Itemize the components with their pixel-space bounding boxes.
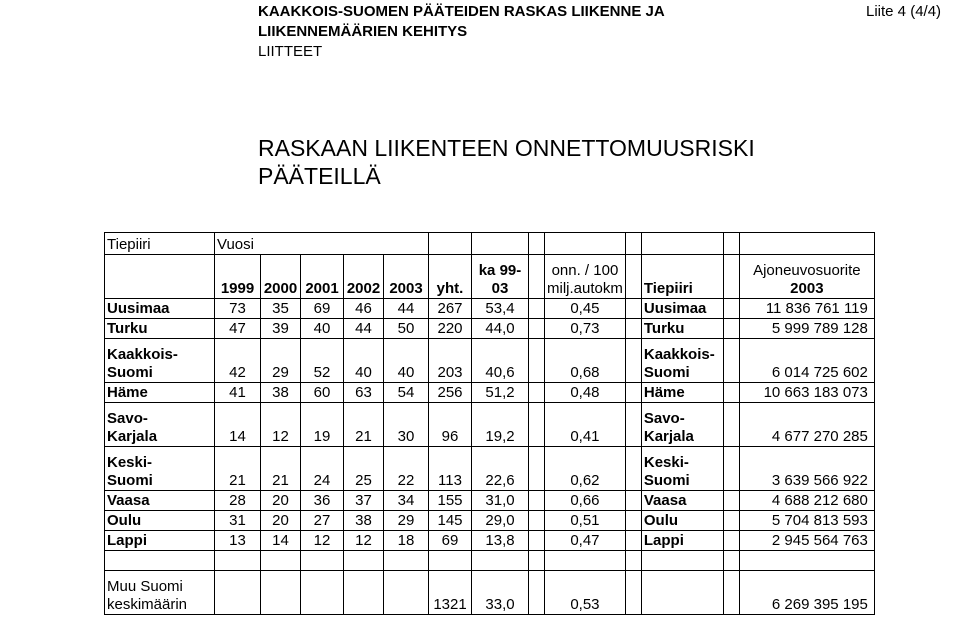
spacer-cell — [723, 511, 739, 531]
row-value: 38 — [344, 511, 384, 531]
row-value: 0,66 — [545, 491, 626, 511]
row-value: 41 — [215, 383, 261, 403]
table-row — [105, 491, 875, 511]
empty-row — [105, 551, 875, 571]
row-ajoneuvosuorite: 2 945 564 763 — [739, 531, 874, 551]
row-value: 0,47 — [545, 531, 626, 551]
table-row — [105, 319, 875, 339]
row-ajoneuvosuorite: 11 836 761 119 — [739, 299, 874, 319]
row-tiepiiri: Oulu — [105, 511, 215, 531]
row-value: 50 — [384, 319, 429, 339]
row-value: 12 — [261, 403, 301, 447]
spacer-cell — [529, 491, 545, 511]
row-value: 47 — [215, 319, 261, 339]
row-value: 96 — [429, 403, 472, 447]
row-value: 0,68 — [545, 339, 626, 383]
spacer-cell — [625, 383, 641, 403]
spacer-cell — [723, 447, 739, 491]
row-value: 53,4 — [472, 299, 529, 319]
header-onn: onn. / 100 milj.autokm — [545, 255, 626, 299]
spacer-cell — [529, 511, 545, 531]
header-line-3: LIITTEET — [258, 43, 323, 60]
appendix-label: Liite 4 (4/4) — [866, 3, 942, 20]
spacer-cell — [625, 299, 641, 319]
row-value: 113 — [429, 447, 472, 491]
spacer-cell — [723, 383, 739, 403]
row-value: 30 — [384, 403, 429, 447]
header-row-1 — [105, 233, 875, 255]
row-value: 44,0 — [472, 319, 529, 339]
row-tiepiiri-2: Häme — [641, 383, 723, 403]
row-value: 22,6 — [472, 447, 529, 491]
row-tiepiiri-2: Kaakkois- Suomi — [641, 339, 723, 383]
row-value: 19,2 — [472, 403, 529, 447]
document-header — [258, 2, 665, 62]
spacer-cell — [625, 447, 641, 491]
header-year: 1999 — [215, 255, 261, 299]
row-value: 13,8 — [472, 531, 529, 551]
header-year: 2002 — [344, 255, 384, 299]
header-vuosi: Vuosi — [215, 233, 429, 255]
row-tiepiiri: Häme — [105, 383, 215, 403]
row-ajoneuvosuorite: 4 677 270 285 — [739, 403, 874, 447]
row-value: 60 — [301, 383, 344, 403]
header-line-2: LIIKENNEMÄÄRIEN KEHITYS — [258, 23, 468, 40]
row-ajoneuvosuorite: 6 014 725 602 — [739, 339, 874, 383]
title-line-1: RASKAAN LIIKENTEEN ONNETTOMUUSRISKI — [258, 135, 755, 161]
spacer-cell — [529, 339, 545, 383]
row-value: 39 — [261, 319, 301, 339]
header-row-2 — [105, 255, 875, 299]
table-row — [105, 403, 875, 447]
row-value: 220 — [429, 319, 472, 339]
spacer-cell — [625, 511, 641, 531]
row-value: 25 — [344, 447, 384, 491]
row-value: 20 — [261, 511, 301, 531]
header-yht: yht. — [429, 255, 472, 299]
row-value: 20 — [261, 491, 301, 511]
table-row — [105, 531, 875, 551]
header-tiepiiri: Tiepiiri — [105, 233, 215, 255]
spacer-cell — [723, 339, 739, 383]
spacer-cell — [529, 319, 545, 339]
row-value: 54 — [384, 383, 429, 403]
row-value: 29 — [261, 339, 301, 383]
row-value: 267 — [429, 299, 472, 319]
row-value: 0,53 — [545, 571, 626, 615]
row-tiepiiri-2: Keski- Suomi — [641, 447, 723, 491]
row-ajoneuvosuorite: 6 269 395 195 — [739, 571, 874, 615]
row-value: 27 — [301, 511, 344, 531]
row-value: 22 — [384, 447, 429, 491]
row-value: 18 — [384, 531, 429, 551]
row-value: 44 — [344, 319, 384, 339]
spacer-cell — [529, 531, 545, 551]
row-value: 31,0 — [472, 491, 529, 511]
row-value: 40 — [301, 319, 344, 339]
spacer-cell — [529, 383, 545, 403]
row-value: 40 — [384, 339, 429, 383]
row-ajoneuvosuorite: 4 688 212 680 — [739, 491, 874, 511]
spacer-cell — [529, 403, 545, 447]
row-ajoneuvosuorite: 5 704 813 593 — [739, 511, 874, 531]
header-year: 2003 — [384, 255, 429, 299]
row-tiepiiri: Keski- Suomi — [105, 447, 215, 491]
spacer-cell — [723, 491, 739, 511]
header-ka: ka 99- 03 — [472, 255, 529, 299]
row-value: 31 — [215, 511, 261, 531]
row-tiepiiri: Savo- Karjala — [105, 403, 215, 447]
row-value: 0,48 — [545, 383, 626, 403]
table-row — [105, 299, 875, 319]
row-value: 40,6 — [472, 339, 529, 383]
row-value: 256 — [429, 383, 472, 403]
row-value: 63 — [344, 383, 384, 403]
spacer-cell — [625, 491, 641, 511]
row-value: 73 — [215, 299, 261, 319]
row-tiepiiri-2: Uusimaa — [641, 299, 723, 319]
spacer-cell — [625, 339, 641, 383]
row-value: 0,73 — [545, 319, 626, 339]
row-tiepiiri: Kaakkois- Suomi — [105, 339, 215, 383]
table-row — [105, 339, 875, 383]
row-tiepiiri: Lappi — [105, 531, 215, 551]
title-line-2: PÄÄTEILLÄ — [258, 163, 381, 189]
row-ajoneuvosuorite: 10 663 183 073 — [739, 383, 874, 403]
row-value: 28 — [215, 491, 261, 511]
row-value: 0,62 — [545, 447, 626, 491]
row-value: 36 — [301, 491, 344, 511]
row-value: 1321 — [429, 571, 472, 615]
row-value: 35 — [261, 299, 301, 319]
row-value: 51,2 — [472, 383, 529, 403]
row-value: 14 — [215, 403, 261, 447]
accident-risk-table — [104, 232, 875, 615]
row-tiepiiri-2: Lappi — [641, 531, 723, 551]
row-value: 19 — [301, 403, 344, 447]
spacer-cell — [625, 403, 641, 447]
row-tiepiiri: Muu Suomi keskimäärin — [105, 571, 215, 615]
table-row-muu-suomi — [105, 571, 875, 615]
header-line-1: KAAKKOIS-SUOMEN PÄÄTEIDEN RASKAS LIIKENNE JA — [258, 3, 665, 20]
spacer-cell — [529, 447, 545, 491]
row-tiepiiri-2: Vaasa — [641, 491, 723, 511]
spacer-cell — [723, 299, 739, 319]
row-value: 42 — [215, 339, 261, 383]
spacer-cell — [723, 531, 739, 551]
row-value: 46 — [344, 299, 384, 319]
row-value: 13 — [215, 531, 261, 551]
spacer-cell — [723, 319, 739, 339]
row-value: 69 — [429, 531, 472, 551]
row-value: 29 — [384, 511, 429, 531]
row-value: 24 — [301, 447, 344, 491]
table-row — [105, 511, 875, 531]
row-tiepiiri-2: Turku — [641, 319, 723, 339]
row-value: 38 — [261, 383, 301, 403]
table-row — [105, 383, 875, 403]
page-title — [258, 134, 755, 190]
row-value: 69 — [301, 299, 344, 319]
row-value: 21 — [261, 447, 301, 491]
row-value: 21 — [215, 447, 261, 491]
row-tiepiiri: Uusimaa — [105, 299, 215, 319]
row-value: 44 — [384, 299, 429, 319]
row-value: 203 — [429, 339, 472, 383]
row-tiepiiri-2: Savo- Karjala — [641, 403, 723, 447]
row-value: 52 — [301, 339, 344, 383]
row-tiepiiri: Vaasa — [105, 491, 215, 511]
row-value: 33,0 — [472, 571, 529, 615]
row-tiepiiri: Turku — [105, 319, 215, 339]
row-value: 29,0 — [472, 511, 529, 531]
row-value: 0,41 — [545, 403, 626, 447]
row-tiepiiri-2: Oulu — [641, 511, 723, 531]
header-ajoneuvosuorite: Ajoneuvosuorite 2003 — [739, 255, 874, 299]
row-ajoneuvosuorite: 5 999 789 128 — [739, 319, 874, 339]
row-ajoneuvosuorite: 3 639 566 922 — [739, 447, 874, 491]
table-row — [105, 447, 875, 491]
spacer-cell — [625, 319, 641, 339]
row-value: 40 — [344, 339, 384, 383]
row-value: 155 — [429, 491, 472, 511]
spacer-cell — [625, 531, 641, 551]
row-value: 14 — [261, 531, 301, 551]
row-value: 37 — [344, 491, 384, 511]
row-value: 0,51 — [545, 511, 626, 531]
row-value: 12 — [344, 531, 384, 551]
row-value: 12 — [301, 531, 344, 551]
row-value: 0,45 — [545, 299, 626, 319]
row-value: 21 — [344, 403, 384, 447]
row-value: 34 — [384, 491, 429, 511]
row-value: 145 — [429, 511, 472, 531]
header-year: 2001 — [301, 255, 344, 299]
header-tiepiiri-2: Tiepiiri — [641, 255, 723, 299]
spacer-cell — [723, 403, 739, 447]
spacer-cell — [529, 299, 545, 319]
header-year: 2000 — [261, 255, 301, 299]
